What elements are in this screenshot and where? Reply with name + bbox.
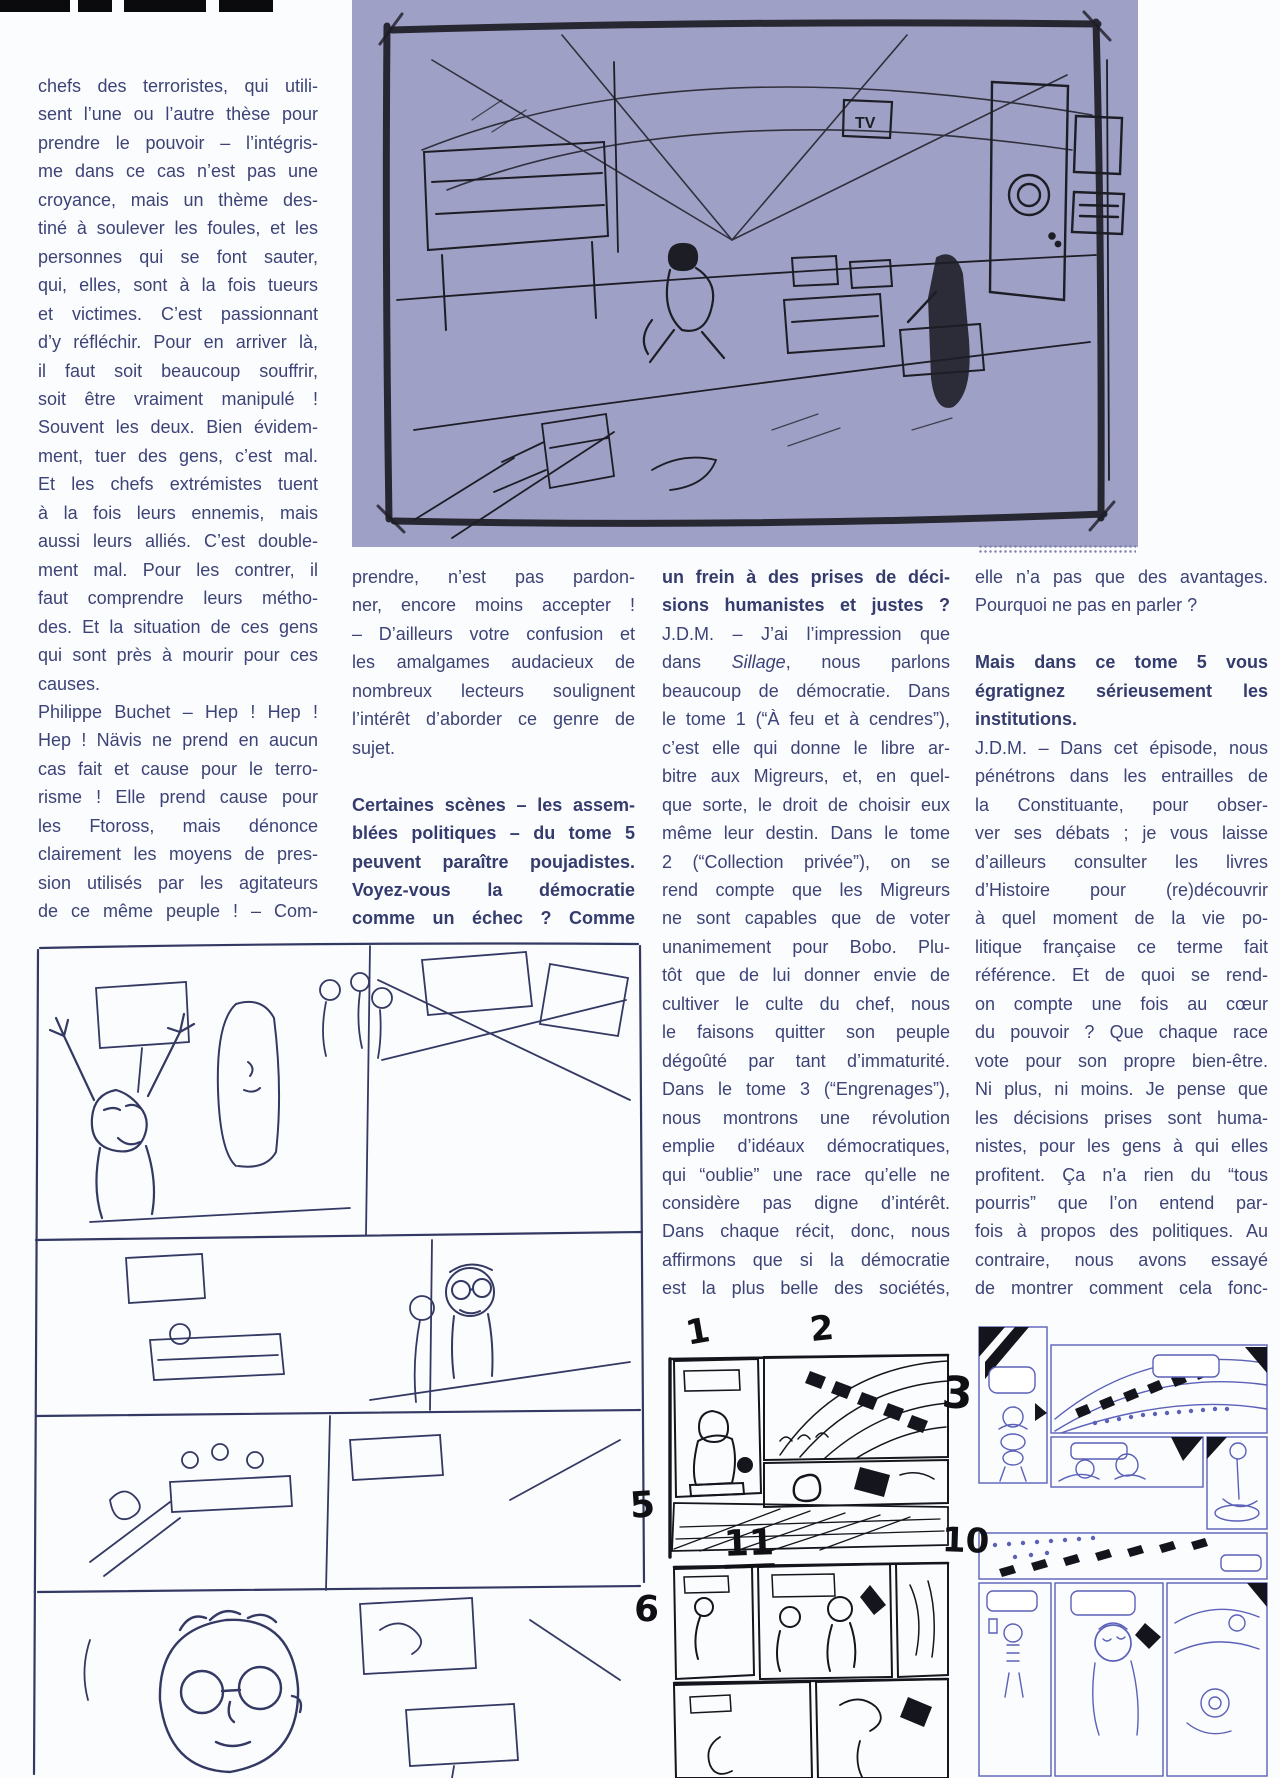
handwritten-number: 1 [682, 1310, 713, 1354]
text-line: fois à propos des politiques. Au [975, 1221, 1268, 1242]
text-line: profitent. Ça n’a rien du “tous [975, 1164, 1268, 1185]
text-line: des. Et la situation de ces gens [38, 616, 318, 637]
text-line: Dans chaque récit, donc, nous [662, 1221, 950, 1242]
text-line: soit être vraiment manipulé ! [38, 388, 318, 409]
text-line: les décisions prises sont huma- [975, 1107, 1268, 1128]
text-line: Pourquoi ne pas en parler ? [975, 595, 1198, 616]
text-column-1 [38, 72, 318, 926]
text-line: Ni plus, ni moins. Je pense que [975, 1079, 1268, 1100]
text-line: Voyez-vous la démocratie [352, 879, 635, 900]
text-line: risme ! Elle prend cause pour [38, 787, 318, 808]
text-line: comme un échec ? Comme [352, 908, 635, 929]
text-line: prendre, n’est pas pardon- [352, 567, 635, 587]
text-line: sion utilisés par les agitateurs [38, 872, 318, 893]
handwritten-number: 11 [723, 1525, 775, 1569]
page-edge-bar-segment [219, 0, 273, 12]
sketch-storyboard-assembly [30, 940, 648, 1778]
text-line: Certaines scènes – les assem- [352, 794, 635, 815]
text-line: pénétrons dans les entrailles de [975, 766, 1268, 787]
text-line: contraire, nous avons essayé [975, 1249, 1268, 1270]
page-edge-bar-segment [0, 0, 70, 12]
text-line: du pouvoir ? Que chaque race [975, 1022, 1268, 1043]
text-line: aussi leurs alliés. C’est double- [38, 531, 318, 552]
handwritten-number: 10 [941, 1520, 991, 1562]
sketch-blueline-comic-page [975, 1323, 1280, 1778]
text-line: bitre aux Migreurs, et, en quel- [662, 766, 950, 787]
text-line: Mais dans ce tome 5 vous [975, 652, 1268, 673]
text-line: tôt que de lui donner envie de [662, 965, 950, 986]
text-line: ne sont capables que de voter [662, 908, 950, 929]
text-line: nistes, pour les gens à qui elles [975, 1136, 1268, 1157]
text-line: à la fois leurs ennemis, mais [38, 502, 318, 523]
text-line: sujet. [352, 737, 396, 758]
text-line: causes. [38, 673, 101, 694]
text-line: clairement les moyens de pres- [38, 844, 318, 865]
text-column-2 [352, 563, 635, 933]
tv-label: TV [855, 115, 876, 132]
text-line: nombreux lecteurs soulignent [352, 680, 635, 701]
text-line [975, 620, 1268, 648]
text-line: dégoûté par tant d’immaturité. [662, 1050, 950, 1071]
sketch-page-thumbnails [660, 1345, 955, 1778]
text-line: institutions. [975, 709, 1077, 730]
text-line: J.D.M. – J’ai l’impression que [662, 623, 950, 644]
text-line: beaucoup de démocratie. Dans [662, 680, 950, 701]
text-line: l’intérêt d’aborder ce genre de [352, 709, 635, 730]
text-line: rend compte que les Migreurs [662, 879, 950, 900]
text-line: le faisons quitter son peuple [662, 1022, 950, 1043]
text-line: de ce même peuple ! – Com- [38, 901, 318, 922]
text-line: les Ftoross, mais dénonce [38, 815, 318, 836]
halftone-dots-strip [978, 544, 1136, 553]
text-line: – D’ailleurs votre confusion et [352, 623, 635, 644]
text-line: à quel moment de la vie po- [975, 908, 1268, 929]
text-line: pourris” que l’on entend par- [975, 1192, 1268, 1213]
text-line: vote pour son propre bien-être. [975, 1050, 1268, 1071]
text-line: elle n’a pas que des avantages. [975, 567, 1268, 587]
text-line: référence. Et de quoi se rend- [975, 965, 1268, 986]
text-line: ner, encore moins accepter ! [352, 595, 635, 616]
text-line: prendre le pouvoir – l’intégris- [38, 132, 318, 153]
text-line: cas fait et cause pour le terro- [38, 758, 318, 779]
text-line: personnes qui se font sauter, [38, 246, 318, 267]
text-line: qui, elles, sont à la fois tueurs [38, 275, 318, 296]
text-line: un frein à des prises de déci- [662, 567, 950, 587]
text-line: peuvent paraître poujadistes. [352, 851, 635, 872]
text-line: chefs des terroristes, qui utili- [38, 76, 318, 96]
text-line: de montrer comment cela fonc- [975, 1278, 1268, 1299]
text-line: qui “oublie” une race qu’elle ne [662, 1164, 950, 1185]
text-column-3 [662, 563, 950, 1303]
text-line: 2 (“Collection privée”), on se [662, 851, 950, 872]
text-line: même leur destin. Dans le tome [662, 823, 950, 844]
text-line: il faut soit beaucoup souffrir, [38, 360, 318, 381]
text-line: sions humanistes et justes ? [662, 595, 950, 616]
page-edge-bar-segment [78, 0, 112, 12]
text-line: Souvent les deux. Bien évidem- [38, 417, 318, 438]
text-line: tiné à soulever les foules, et les [38, 218, 318, 239]
text-line: ver ses débats ; je vous laisse [975, 823, 1268, 844]
handwritten-number: 3 [940, 1366, 975, 1421]
text-line: que sorte, le droit de choisir eux [662, 794, 950, 815]
text-line: J.D.M. – Dans cet épisode, nous [975, 737, 1268, 758]
text-line: d’Histoire pour (re)découvrir [975, 879, 1268, 900]
handwritten-number: 5 [628, 1484, 657, 1527]
text-line: affirmons que si la démocratie [662, 1249, 950, 1270]
text-line: Philippe Buchet – Hep ! Hep ! [38, 701, 318, 722]
text-line: et victimes. C’est passionnant [38, 303, 318, 324]
text-line: qui sont près à mourir pour ces [38, 645, 318, 666]
text-line: cultiver le culte du chef, nous [662, 993, 950, 1014]
room-interior-sketch [352, 0, 1138, 547]
text-line: on compte une fois au cœur [975, 993, 1268, 1014]
handwritten-number: 6 [632, 1588, 661, 1631]
text-line: Dans le tome 3 (“Engrenages”), [662, 1079, 950, 1100]
text-line: croyance, mais un thème des- [38, 189, 318, 210]
text-column-4 [975, 563, 1268, 1303]
text-line: le tome 1 (“À feu et à cendres”), [662, 709, 950, 730]
text-line: d’y réfléchir. Pour en arriver là, [38, 332, 318, 353]
text-line: d’ailleurs consulter les livres [975, 851, 1268, 872]
handwritten-number: 2 [807, 1307, 836, 1351]
text-line: blées politiques – du tome 5 [352, 823, 635, 844]
text-line: considère pas digne d’intérêt. [662, 1192, 950, 1213]
text-line: sent l’une ou l’autre thèse pour [38, 104, 318, 125]
text-line [352, 762, 635, 790]
sketch-room-interior-panel [352, 0, 1138, 547]
text-line: unanimement pour Bobo. Plu- [662, 936, 950, 957]
text-line: me dans ce cas n’est pas une [38, 161, 318, 182]
text-line: ment mal. Pour les contrer, il [38, 559, 318, 580]
text-line: la Constituante, pour obser- [975, 794, 1268, 815]
text-line: les amalgames audacieux de [352, 652, 635, 673]
text-line: faut comprendre leurs métho- [38, 588, 318, 609]
text-line: nous montrons une révolution [662, 1107, 950, 1128]
text-line: égratignez sérieusement les [975, 680, 1268, 701]
text-line: Et les chefs extrémistes tuent [38, 474, 318, 495]
text-line: litique française ce terme fait [975, 936, 1268, 957]
text-line: ment, tuer des gens, c’est mal. [38, 445, 318, 466]
text-line: dans Sillage, nous parlons [662, 652, 950, 673]
page-edge-bar-segment [124, 0, 206, 12]
text-line: emplie d’idéaux démocratiques, [662, 1136, 950, 1157]
text-line: Hep ! Nävis ne prend en aucun [38, 730, 318, 751]
text-line: c’est elle qui donne le libre ar- [662, 737, 950, 758]
text-line: est la plus belle des sociétés, [662, 1278, 950, 1299]
